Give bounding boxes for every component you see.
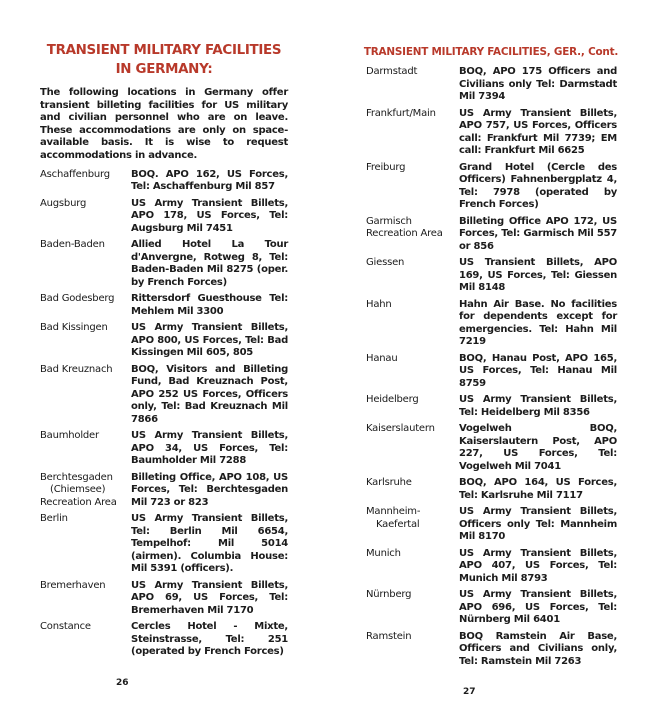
location-line: Heidelberg (366, 394, 419, 405)
location-name (40, 472, 131, 510)
right-page (363, 0, 619, 698)
location-line: Recreation Area (40, 496, 117, 508)
location-name (40, 322, 131, 360)
facility-details: US Transient Billets, APO 169, US Forces, Tel: Giessen Mil 8148 (459, 257, 617, 293)
facility-entry (40, 293, 288, 318)
facility-details: BOQ. APO 162, US Forces, Tel: Aschaffenburg Mil 857 (131, 168, 288, 193)
facility-entry (366, 66, 617, 104)
facility-details: Hahn Air Base. No facilities for dependents except for emergencies. Tel: Hahn Mil 7219 (459, 298, 617, 347)
location-line: Kaiserslautern (366, 423, 435, 434)
location-line: Ramstein (366, 630, 412, 642)
facility-entry (366, 353, 617, 391)
facility-entry (366, 506, 617, 544)
location-name (40, 364, 131, 427)
location-line: Aschaffenburg (40, 168, 110, 180)
facility-entry (366, 589, 617, 627)
location-name (40, 580, 131, 618)
location-name (366, 66, 459, 104)
facility-list-right (366, 66, 617, 668)
facility-entry (366, 299, 617, 349)
title-line-2: IN GERMANY: (115, 62, 213, 77)
location-name (366, 394, 459, 419)
location-name (366, 423, 459, 473)
location-line: Giessen (366, 257, 405, 268)
facility-details: US Army Transient Billets, APO 407, US Forces, Tel: Munich Mil 8793 (459, 547, 617, 584)
location-name (366, 299, 459, 349)
facility-entry (366, 631, 617, 669)
location-name (366, 108, 459, 158)
facility-details: BOQ, APO 175 Officers and Civilians only Tel: Darmstadt Mil 7394 (459, 66, 617, 102)
location-line: Bad Kissingen (40, 322, 108, 334)
facility-details: Rittersdorf Guesthouse Tel: Mehlem Mil 3300 (131, 293, 288, 317)
facility-details: US Army Transient Billets, APO 69, US Forces, Tel: Bremerhaven Mil 7170 (131, 579, 288, 616)
facility-details: Vogelweh BOQ, Kaiserslautern Post, APO 227, US Forces, Tel: Vogelweh Mil 7041 (459, 423, 617, 472)
facility-entry (366, 477, 617, 502)
location-line: Freiburg (366, 161, 406, 173)
right-page-title: TRANSIENT MILITARY FACILITIES, GER., Cont. (363, 46, 619, 58)
location-name (40, 513, 131, 576)
facility-details: US Army Transient Billets, Officers only Tel: Mannheim Mil 8170 (459, 506, 617, 542)
location-name (40, 198, 131, 236)
facility-list-left (40, 169, 288, 659)
location-line: Darmstadt (366, 66, 418, 77)
facility-entry (40, 580, 288, 618)
location-name (366, 353, 459, 391)
location-name (366, 477, 459, 502)
location-line: Hanau (366, 352, 398, 364)
facility-entry (366, 394, 617, 419)
location-line: Kaefertal (376, 518, 420, 530)
location-name (40, 430, 131, 468)
facility-details: Billeting Office APO 172, US Forces, Tel: Garmisch Mil 557 or 856 (459, 215, 617, 252)
facility-details: Grand Hotel (Cercle des Officers) Fahnenbergplatz 4, Tel: 7978 (operated by French Forces) (459, 161, 617, 210)
facility-entry (366, 108, 617, 158)
facility-entry (40, 621, 288, 659)
location-line: Constance (40, 621, 91, 633)
intro-paragraph: The following locations in Germany offer transient billeting facilities for US military and civilian personnel who are on leave. These accommodations are only on space-available basis. It is wise to request accommodations in advance. (40, 87, 288, 161)
facility-entry (40, 198, 288, 236)
location-name (40, 239, 131, 289)
facility-entry (40, 472, 288, 510)
page-number: 26 (116, 677, 129, 688)
left-page-title (40, 41, 288, 79)
facility-details: Cercles Hotel - Mixte, Steinstrasse, Tel: 251 (operated by French Forces) (131, 621, 288, 658)
location-line: Garmisch (366, 215, 412, 227)
location-line: Recreation Area (366, 228, 443, 239)
location-name (366, 631, 459, 669)
location-name (366, 257, 459, 295)
location-name (366, 548, 459, 586)
facility-entry (40, 239, 288, 289)
location-line: Hahn (366, 298, 392, 310)
facility-details: US Army Transient Billets, Tel: Heidelberg Mil 8356 (459, 394, 617, 418)
left-page (40, 0, 288, 689)
facility-details: US Army Transient Billets, APO 757, US Forces, Officers call: Frankfurt Mil 7739; EM call: Frankfurt Mil 6625 (459, 107, 617, 156)
location-line: Frankfurt/Main (366, 107, 436, 119)
facility-entry (366, 216, 617, 254)
facility-entry (366, 162, 617, 212)
facility-details: Billeting Office, APO 108, US Forces, Tel: Berchtesgaden Mil 723 or 823 (131, 471, 288, 508)
page-number: 27 (463, 687, 476, 697)
location-name (40, 293, 131, 318)
facility-entry (366, 423, 617, 473)
facility-entry (40, 513, 288, 576)
facility-details: US Army Transient Billets, APO 34, US Forces, Tel: Baumholder Mil 7288 (131, 430, 288, 467)
location-line: Augsburg (40, 197, 87, 209)
facility-entry (366, 548, 617, 586)
facility-details: Allied Hotel La Tour d'Anvergne, Rotweg 8, Tel: Baden-Baden Mil 8275 (oper. by French Forces) (131, 239, 288, 288)
location-line: Baden-Baden (40, 239, 105, 251)
location-line: Berchtesgaden (40, 471, 113, 483)
location-line: Nürnberg (366, 589, 412, 600)
location-name (366, 506, 459, 544)
facility-details: BOQ, APO 164, US Forces, Tel: Karlsruhe Mil 7117 (459, 477, 617, 501)
location-line: (Chiemsee) (50, 484, 106, 496)
location-line: Mannheim- (366, 506, 421, 517)
location-name (366, 216, 459, 254)
facility-entry (40, 364, 288, 427)
location-line: Karlsruhe (366, 477, 412, 488)
facility-entry (40, 169, 288, 194)
location-line: Bremerhaven (40, 579, 106, 591)
facility-entry (366, 257, 617, 295)
location-name (40, 169, 131, 194)
facility-details: US Army Transient Billets, APO 696, US Forces, Tel: Nürnberg Mil 6401 (459, 589, 617, 625)
title-line-1: TRANSIENT MILITARY FACILITIES (46, 43, 282, 58)
facility-details: BOQ, Visitors and Billeting Fund, Bad Kreuznach Post, APO 252 US Forces, Officers only, Tel: Bad Kreuznach Mil 7866 (131, 363, 288, 425)
location-name (366, 162, 459, 212)
location-name (366, 589, 459, 627)
facility-entry (40, 430, 288, 468)
facility-entry (40, 322, 288, 360)
location-line: Bad Godesberg (40, 293, 115, 305)
facility-details: BOQ Ramstein Air Base, Officers and Civilians only, Tel: Ramstein Mil 7263 (459, 630, 617, 667)
facility-details: US Army Transient Billets, APO 800, US Forces, Tel: Bad Kissingen Mil 605, 805 (131, 322, 288, 359)
facility-details: US Army Transient Billets, Tel: Berlin Mil 6654, Tempelhof: Mil 5014 (airmen). Columbia House: Mil 5391 (officers). (131, 513, 288, 575)
location-line: Munich (366, 547, 401, 559)
facility-details: US Army Transient Billets, APO 178, US Forces, Tel: Augsburg Mil 7451 (131, 197, 288, 234)
location-line: Berlin (40, 513, 68, 525)
facility-details: BOQ, Hanau Post, APO 165, US Forces, Tel: Hanau Mil 8759 (459, 352, 617, 389)
location-name (40, 621, 131, 659)
location-line: Baumholder (40, 430, 99, 442)
location-line: Bad Kreuznach (40, 363, 113, 375)
